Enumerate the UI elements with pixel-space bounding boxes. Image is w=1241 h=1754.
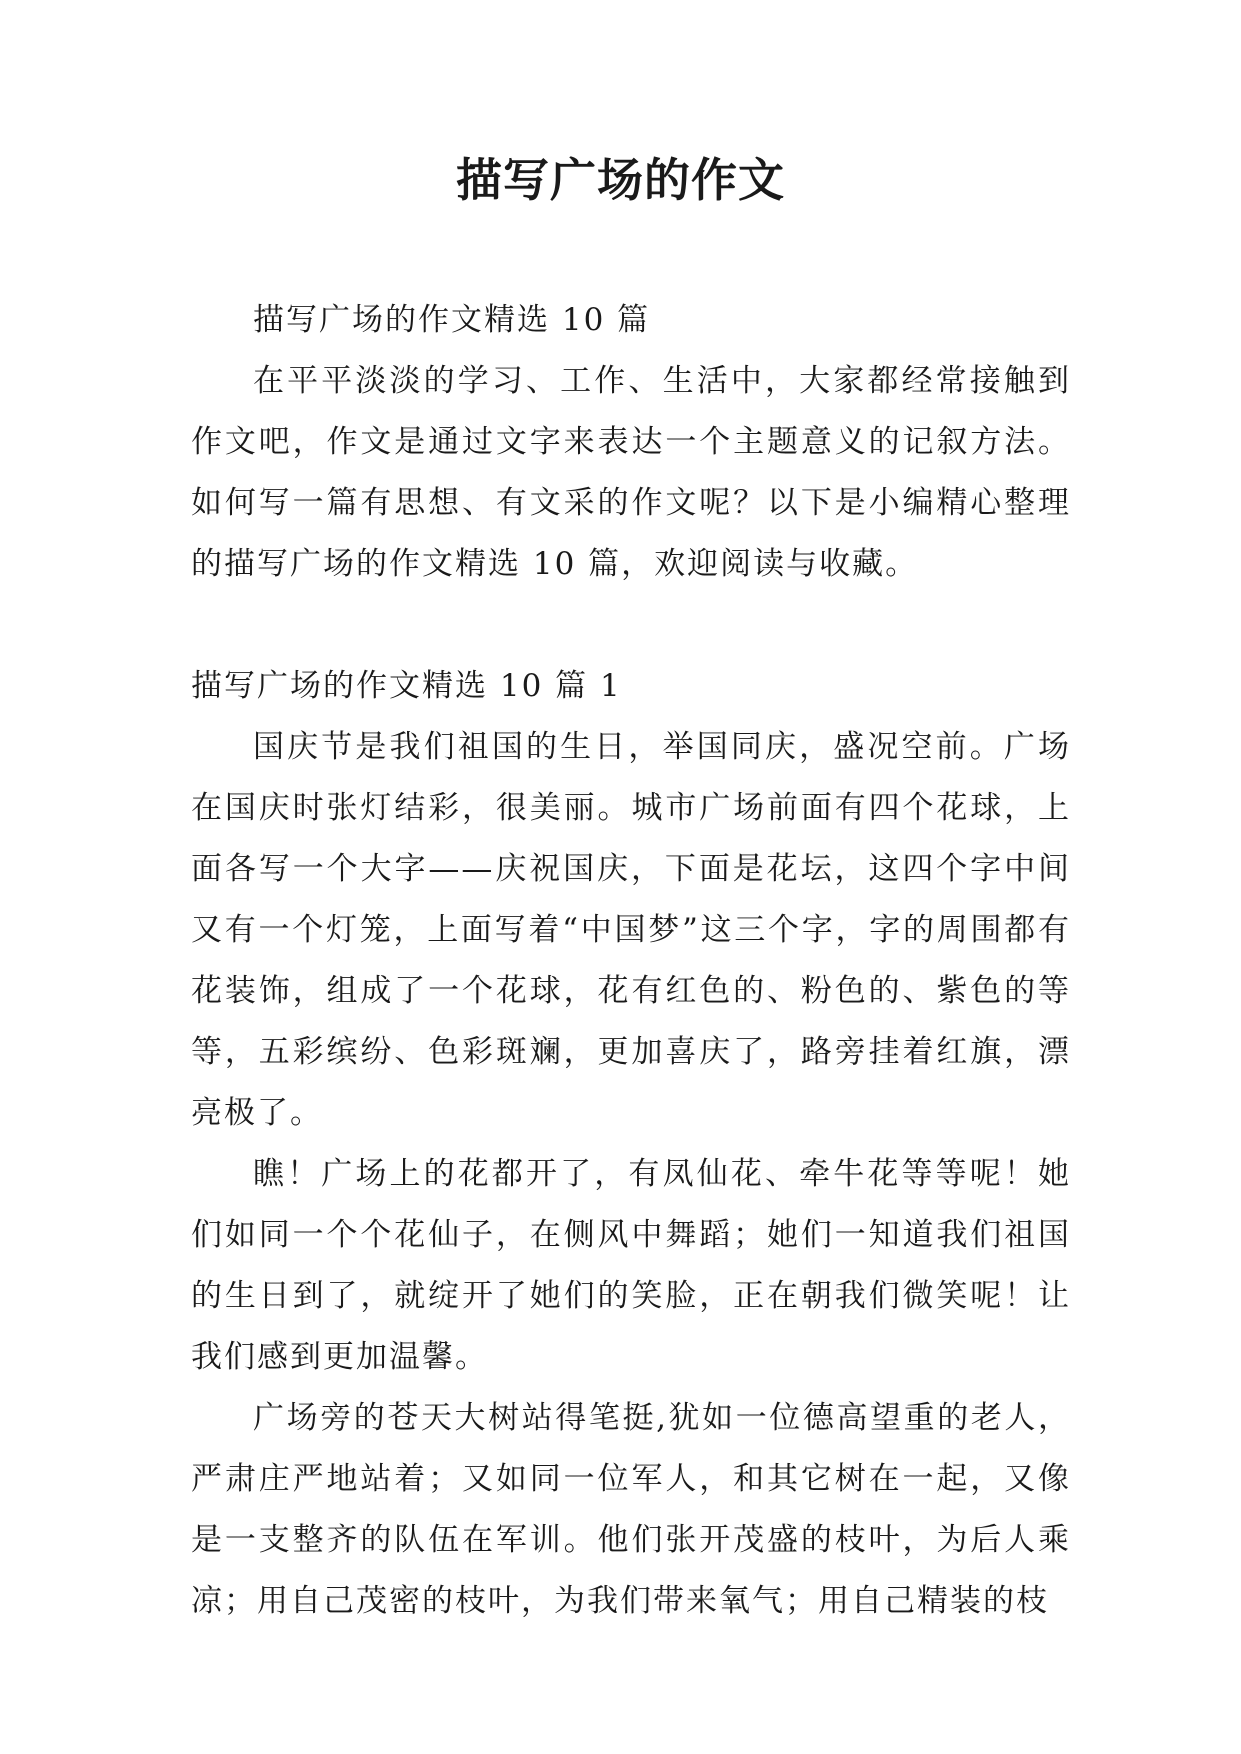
document-body <box>191 290 1071 1632</box>
body-paragraph-1: 国庆节是我们祖国的生日，举国同庆，盛况空前。广场在国庆时张灯结彩，很美丽。城市广场前面有四个花球，上面各写一个大字——庆祝国庆，下面是花坛，这四个字中间又有一个灯笼，上面写着“中国梦”这三个字，字的周围都有花装饰，组成了一个花球，花有红色的、粉色的、紫色的等等，五彩缤纷、色彩斑斓，更加喜庆了，路旁挂着红旗，漂亮极了。 <box>191 729 1071 1131</box>
document-title: 描写广场的作文 <box>456 153 785 207</box>
body-paragraph-2: 瞧！广场上的花都开了，有凤仙花、牵牛花等等呢！她们如同一个个花仙子，在侧风中舞蹈；她们一知道我们祖国的生日到了，就绽开了她们的笑脸，正在朝我们微笑呢！让我们感到更加温馨。 <box>191 1156 1071 1375</box>
intro-paragraph: 在平平淡淡的学习、工作、生活中，大家都经常接触到作文吧，作文是通过文字来表达一个主题意义的记叙方法。如何写一篇有思想、有文采的作文呢？以下是小编精心整理的描写广场的作文精选 10 篇，欢迎阅读与收藏。 <box>191 363 1071 582</box>
body-paragraph-3: 广场旁的苍天大树站得笔挺,犹如一位德高望重的老人，严肃庄严地站着；又如同一位军人，和其它树在一起，又像是一支整齐的队伍在军训。他们张开茂盛的枝叶，为后人乘凉；用自己茂密的枝叶，为我们带来氧气；用自己精装的枝 <box>191 1400 1071 1619</box>
document-subtitle: 描写广场的作文精选 10 篇 <box>253 302 651 338</box>
section-heading: 描写广场的作文精选 10 篇 1 <box>191 668 622 704</box>
